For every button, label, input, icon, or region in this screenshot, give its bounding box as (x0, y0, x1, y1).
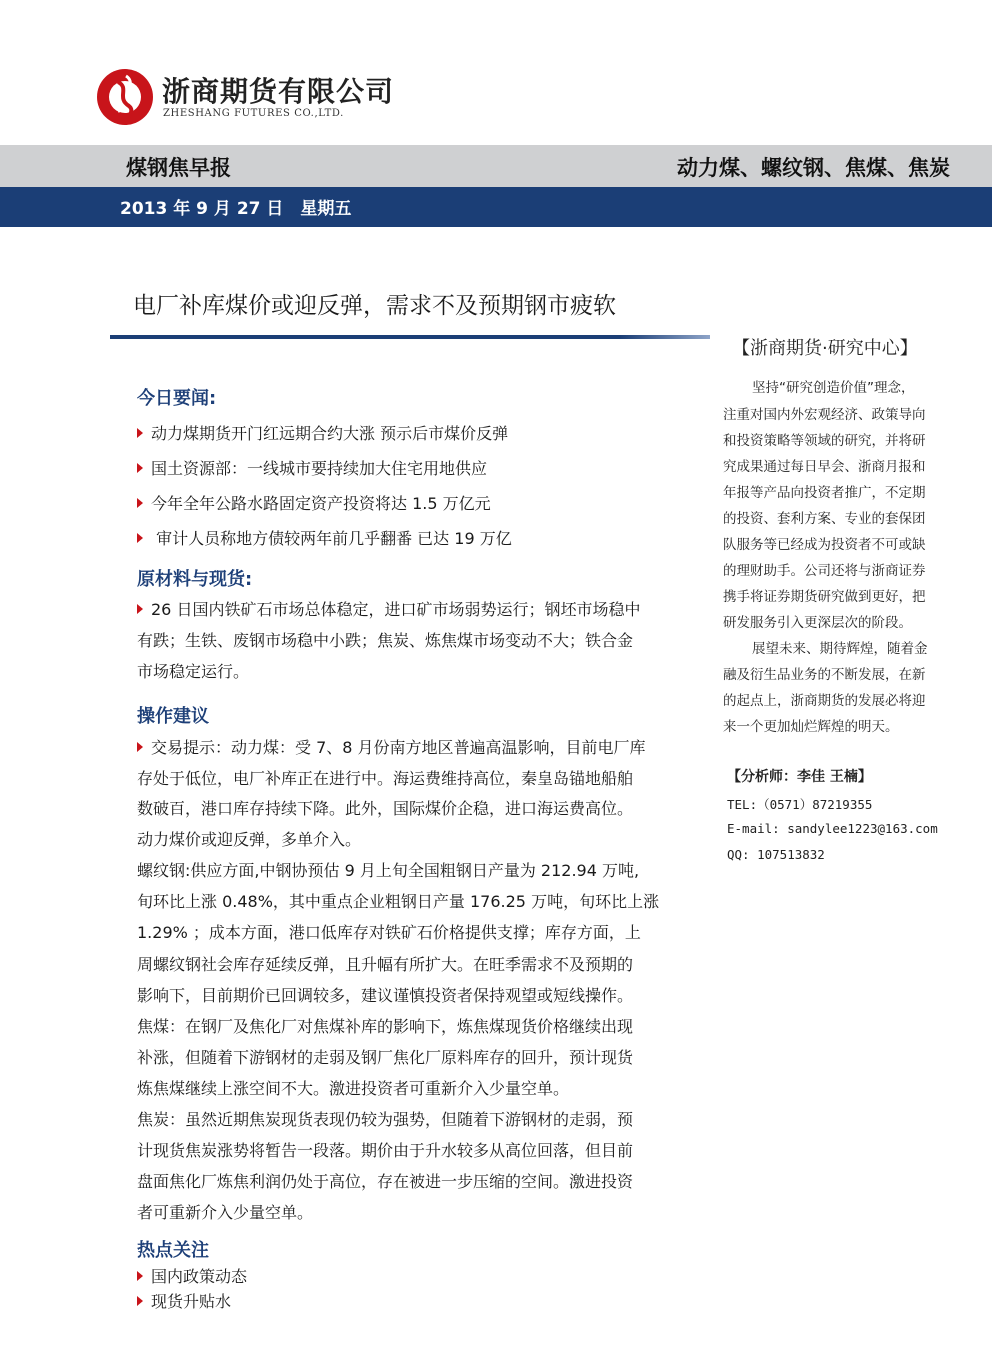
sidebar-line: 年报等产品向投资者推广，不定期 (723, 485, 926, 501)
advice-line: 焦炭：虽然近期焦炭现货表现仍较为强势，但随着下游钢材的走弱，预 (137, 1110, 634, 1129)
company-name-en: ZHESHANG FUTURES CO.,LTD. (163, 108, 344, 119)
advice-line: 数破百，港口库存持续下降。此外，国际煤价企稳，进口海运费高位。 (137, 799, 634, 818)
sidebar-line: 来一个更加灿烂辉煌的明天。 (723, 719, 899, 735)
focus-item: 国内政策动态 (137, 1264, 247, 1287)
advice-line: 存处于低位，电厂补库正在进行中。海运费维持高位，秦皇岛锚地船舶 (137, 769, 634, 788)
sidebar-line: 的起点上，浙商期货的发展必将迎 (723, 693, 926, 709)
sidebar-line: 研发服务引入更深层次的阶段。 (723, 615, 912, 631)
sidebar-line: 展望未来、期待辉煌，随着金 (752, 641, 928, 657)
sidebar-line: 携手将证券期货研究做到更好，把 (723, 589, 926, 605)
contact-qq: QQ: 107513832 (727, 847, 825, 862)
news-item: 审计人员称地方债较两年前几乎翻番 已达 19 万亿 (137, 526, 512, 549)
raw-line: 市场稳定运行。 (137, 662, 250, 681)
headline: 电厂补库煤价或迎反弹，需求不及预期钢市疲软 (133, 293, 616, 319)
raw-line: 有跌；生铁、废钢市场稳中小跌；焦炭、炼焦煤市场变动不大；铁合金 (137, 631, 634, 650)
report-date: 2013 年 9 月 27 日 星期五 (120, 199, 352, 219)
news-heading: 今日要闻: (137, 388, 217, 409)
sidebar-line: 坚持“研究创造价值”理念， (752, 380, 915, 396)
news-item: 动力煤期货开门红远期合约大涨 预示后市煤价反弹 (137, 421, 508, 444)
advice-line: 焦煤：在钢厂及焦化厂对焦煤补库的影响下，炼焦煤现货价格继续出现 (137, 1017, 634, 1036)
bullet-arrow-icon (137, 1296, 143, 1306)
bullet-arrow-icon (137, 498, 143, 508)
advice-line: 旬环比上涨 0.48%，其中重点企业粗钢日产量 176.25 万吨，旬环比上涨 (137, 892, 660, 911)
sidebar-line: 的理财助手。公司还将与浙商证券 (723, 563, 926, 579)
bullet-arrow-icon (137, 742, 143, 752)
advice-line: 影响下，目前期价已回调较多，建议谨慎投资者保持观望或短线操作。 (137, 986, 634, 1005)
company-logo-icon (96, 68, 154, 126)
advice-line: 螺纹钢:供应方面,中钢协预估 9 月上旬全国粗钢日产量为 212.94 万吨, (137, 861, 640, 880)
advice-line: 计现货焦炭涨势将暂告一段落。期价由于升水较多从高位回落，但目前 (137, 1141, 634, 1160)
advice-heading: 操作建议 (137, 706, 209, 727)
advice-line: 盘面焦化厂炼焦利润仍处于高位，存在被进一步压缩的空间。激进投资 (137, 1172, 634, 1191)
sidebar-line: 注重对国内外宏观经济、政策导向 (723, 407, 926, 423)
focus-heading: 热点关注 (137, 1240, 209, 1261)
bullet-arrow-icon (137, 1271, 143, 1281)
sidebar-line: 和投资策略等领域的研究，并将研 (723, 433, 926, 449)
sidebar-line: 队服务等已经成为投资者不可或缺 (723, 537, 926, 553)
contact-tel: TEL:（0571）87219355 (727, 797, 873, 812)
contact-email[interactable]: E-mail: sandylee1223@163.com (727, 821, 938, 836)
advice-line: 者可重新介入少量空单。 (137, 1203, 314, 1222)
news-item: 今年全年公路水路固定资产投资将达 1.5 万亿元 (137, 491, 491, 514)
news-item: 国土资源部：一线城市要持续加大住宅用地供应 (137, 456, 487, 479)
advice-line: 炼焦煤继续上涨空间不大。激进投资者可重新介入少量空单。 (137, 1079, 570, 1098)
raw-heading: 原材料与现货: (137, 569, 253, 590)
report-title: 煤钢焦早报 (126, 156, 231, 180)
headline-divider (110, 335, 710, 339)
company-name-cn: 浙商期货有限公司 (162, 75, 395, 108)
analyst-label: 【分析师：李佳 王楠】 (727, 769, 872, 785)
bullet-arrow-icon (137, 533, 143, 543)
bullet-arrow-icon (137, 428, 143, 438)
advice-line: 交易提示：动力煤：受 7、8 月份南方地区普遍高温影响，目前电厂库 (137, 735, 646, 758)
advice-line: 动力煤价或迎反弹，多单介入。 (137, 830, 362, 849)
bullet-arrow-icon (137, 604, 143, 614)
sidebar-title: 【浙商期货·研究中心】 (732, 338, 918, 359)
raw-line: 26 日国内铁矿石市场总体稳定，进口矿市场弱势运行；钢坯市场稳中 (137, 597, 640, 620)
advice-line: 周螺纹钢社会库存延续反弹，且升幅有所扩大。在旺季需求不及预期的 (137, 955, 634, 974)
advice-line: 补涨，但随着下游钢材的走弱及钢厂焦化厂原料库存的回升，预计现货 (137, 1048, 634, 1067)
focus-item: 现货升贴水 (137, 1289, 231, 1312)
sidebar-line: 究成果通过每日早会、浙商月报和 (723, 459, 926, 475)
sidebar-line: 的投资、套利方案、专业的套保团 (723, 511, 926, 527)
sidebar-line: 融及衍生品业务的不断发展，在新 (723, 667, 926, 683)
report-topics: 动力煤、螺纹钢、焦煤、焦炭 (677, 156, 950, 180)
bullet-arrow-icon (137, 463, 143, 473)
advice-line: 1.29% ；成本方面，港口低库存对铁矿石价格提供支撑；库存方面，上 (137, 923, 641, 942)
